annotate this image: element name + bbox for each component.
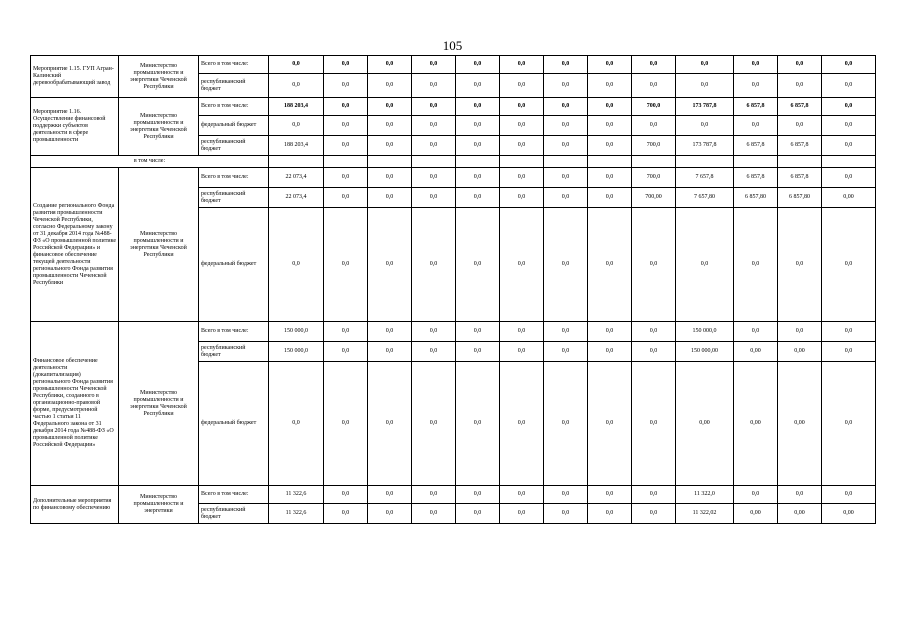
- value-cell: 0,0: [456, 486, 500, 504]
- value-cell: 0,0: [544, 56, 588, 74]
- funding-source: Всего в том числе:: [199, 486, 269, 504]
- value-cell: 0,0: [822, 486, 876, 504]
- value-cell: 0,0: [456, 136, 500, 156]
- value-cell: 6 857,80: [734, 188, 778, 208]
- value-cell: 0,0: [456, 56, 500, 74]
- value-cell: 0,0: [588, 188, 632, 208]
- value-cell: 0,0: [544, 504, 588, 524]
- value-cell: 0,0: [269, 116, 324, 136]
- value-cell: 0,0: [324, 168, 368, 188]
- value-cell: 6 857,8: [734, 98, 778, 116]
- value-cell: 0,0: [822, 362, 876, 486]
- value-cell: 0,0: [588, 504, 632, 524]
- value-cell: 0,00: [778, 342, 822, 362]
- value-cell: 0,0: [500, 74, 544, 98]
- value-cell: 0,0: [500, 342, 544, 362]
- value-cell: 0,0: [324, 504, 368, 524]
- value-cell: 0,0: [632, 74, 676, 98]
- value-cell: 173 787,8: [676, 98, 734, 116]
- value-cell: 0,0: [734, 56, 778, 74]
- value-cell: 6 857,80: [778, 188, 822, 208]
- table-row: [31, 56, 876, 74]
- value-cell: 0,0: [412, 362, 456, 486]
- activity-name: Мероприятие 1.16. Осуществление финансовой поддержки субъектов деятельности в сфере промышленности: [31, 98, 119, 156]
- value-cell: 0,00: [778, 504, 822, 524]
- funding-source: республиканский бюджет: [199, 188, 269, 208]
- value-cell: 0,0: [588, 98, 632, 116]
- value-cell: 0,0: [734, 208, 778, 322]
- value-cell: 0,0: [734, 74, 778, 98]
- value-cell: 0,0: [412, 74, 456, 98]
- executor-name: Министерство промышленности и энергетики Чеченской Республики: [119, 98, 199, 156]
- value-cell: 0,0: [544, 116, 588, 136]
- value-cell: 188 203,4: [269, 98, 324, 116]
- value-cell: 700,0: [632, 168, 676, 188]
- value-cell: 0,0: [632, 504, 676, 524]
- value-cell: 0,0: [368, 486, 412, 504]
- value-cell: 0,0: [676, 74, 734, 98]
- value-cell: 700,00: [632, 188, 676, 208]
- subheader-label: в том числе:: [31, 156, 269, 168]
- value-cell: 11 322,02: [676, 504, 734, 524]
- value-cell: 0,0: [412, 98, 456, 116]
- table-row: [31, 486, 876, 504]
- value-cell: 11 322,6: [269, 504, 324, 524]
- value-cell: 0,0: [734, 486, 778, 504]
- value-cell: 0,0: [544, 168, 588, 188]
- activity-name: Дополнительные мероприятия по финансовому обеспечению: [31, 486, 119, 524]
- value-cell: 7 657,8: [676, 168, 734, 188]
- value-cell: 0,00: [822, 504, 876, 524]
- value-cell: 0,0: [778, 74, 822, 98]
- value-cell: 0,0: [324, 322, 368, 342]
- value-cell: 0,0: [632, 56, 676, 74]
- funding-source: Всего в том числе:: [199, 322, 269, 342]
- value-cell: 0,0: [500, 168, 544, 188]
- activity-name: Мероприятие 1.15. ГУП Агран-Калинский деревообрабатывающий завод: [31, 56, 119, 98]
- value-cell: 0,0: [412, 116, 456, 136]
- value-cell: 150 000,00: [676, 342, 734, 362]
- value-cell: 0,0: [324, 98, 368, 116]
- value-cell: 0,0: [676, 56, 734, 74]
- value-cell: 0,0: [588, 322, 632, 342]
- value-cell: 0,0: [500, 98, 544, 116]
- value-cell: 0,0: [500, 136, 544, 156]
- executor-name: Министерство промышленности и энергетики Чеченской Республики: [119, 168, 199, 322]
- value-cell: 150 000,0: [676, 322, 734, 342]
- value-cell: 0,0: [778, 322, 822, 342]
- value-cell: 22 073,4: [269, 188, 324, 208]
- value-cell: 0,0: [368, 342, 412, 362]
- value-cell: 0,0: [500, 208, 544, 322]
- value-cell: 0,0: [778, 208, 822, 322]
- value-cell: 0,0: [368, 504, 412, 524]
- value-cell: 0,0: [324, 486, 368, 504]
- value-cell: 0,0: [412, 208, 456, 322]
- value-cell: 0,0: [632, 208, 676, 322]
- empty-cell: [822, 156, 876, 168]
- executor-name: Министерство промышленности и энергетики Чеченской Республики: [119, 322, 199, 486]
- empty-cell: [500, 156, 544, 168]
- value-cell: 0,0: [368, 116, 412, 136]
- value-cell: 0,0: [822, 168, 876, 188]
- value-cell: 0,0: [456, 362, 500, 486]
- value-cell: 0,0: [500, 486, 544, 504]
- funding-source: республиканский бюджет: [199, 504, 269, 524]
- value-cell: 0,0: [456, 116, 500, 136]
- value-cell: 0,0: [324, 136, 368, 156]
- value-cell: 0,0: [500, 188, 544, 208]
- value-cell: 0,0: [632, 342, 676, 362]
- value-cell: 0,0: [456, 342, 500, 362]
- funding-source: Всего в том числе:: [199, 56, 269, 74]
- value-cell: 0,0: [412, 188, 456, 208]
- value-cell: 0,0: [588, 168, 632, 188]
- table-row: [31, 322, 876, 342]
- value-cell: 0,0: [368, 74, 412, 98]
- value-cell: 0,0: [368, 168, 412, 188]
- value-cell: 0,0: [456, 504, 500, 524]
- value-cell: 0,0: [324, 342, 368, 362]
- value-cell: 0,0: [588, 486, 632, 504]
- value-cell: 0,0: [412, 168, 456, 188]
- value-cell: 0,0: [676, 116, 734, 136]
- activity-name: Создание регионального Фонда развития промышленности Чеченской Республики, согласно Федеральному закону от 31 декабря 2014 года №488-ФЗ «О промышленной политике Российской Федерации» и финансовое обеспечение текущей деятельности регионального Фонда развития промышленности Чеченской Республики: [31, 168, 119, 322]
- value-cell: 6 857,8: [778, 136, 822, 156]
- value-cell: 6 857,8: [734, 136, 778, 156]
- value-cell: 0,00: [734, 362, 778, 486]
- value-cell: 0,0: [734, 322, 778, 342]
- value-cell: 0,00: [676, 362, 734, 486]
- value-cell: 188 203,4: [269, 136, 324, 156]
- value-cell: 0,0: [588, 56, 632, 74]
- empty-cell: [456, 156, 500, 168]
- empty-cell: [588, 156, 632, 168]
- value-cell: 0,0: [456, 208, 500, 322]
- value-cell: 150 000,0: [269, 322, 324, 342]
- value-cell: 6 857,8: [778, 98, 822, 116]
- value-cell: 0,0: [544, 362, 588, 486]
- funding-source: федеральный бюджет: [199, 362, 269, 486]
- value-cell: 0,0: [324, 74, 368, 98]
- value-cell: 0,00: [734, 342, 778, 362]
- value-cell: 150 000,0: [269, 342, 324, 362]
- value-cell: 0,0: [544, 188, 588, 208]
- value-cell: 0,0: [588, 136, 632, 156]
- value-cell: 0,0: [544, 208, 588, 322]
- value-cell: 0,0: [412, 322, 456, 342]
- value-cell: 0,0: [544, 98, 588, 116]
- value-cell: 0,0: [822, 74, 876, 98]
- funding-source: федеральный бюджет: [199, 208, 269, 322]
- funding-source: республиканский бюджет: [199, 342, 269, 362]
- value-cell: 0,0: [269, 208, 324, 322]
- empty-cell: [269, 156, 324, 168]
- value-cell: 0,0: [269, 362, 324, 486]
- empty-cell: [734, 156, 778, 168]
- value-cell: 0,0: [544, 486, 588, 504]
- value-cell: 0,00: [778, 362, 822, 486]
- value-cell: 0,0: [544, 136, 588, 156]
- budget-table: [30, 55, 876, 524]
- value-cell: 0,0: [456, 74, 500, 98]
- value-cell: 0,0: [822, 98, 876, 116]
- empty-cell: [368, 156, 412, 168]
- activity-name: Финансовое обеспечение деятельности (докапитализация) регионального Фонда развития промышленности Чеченской Республики, созданного в организационно-правовой форме, предусмотренной частью 1 статьи 11 Федерального закона от 31 декабря 2014 года №488-ФЗ «О промышленной политике Российской Федерации»: [31, 322, 119, 486]
- executor-name: Министерство промышленности и энергетики: [119, 486, 199, 524]
- value-cell: 0,0: [412, 486, 456, 504]
- value-cell: 0,0: [822, 342, 876, 362]
- funding-source: республиканский бюджет: [199, 136, 269, 156]
- value-cell: 0,0: [324, 116, 368, 136]
- value-cell: 0,0: [822, 56, 876, 74]
- value-cell: 0,0: [822, 322, 876, 342]
- value-cell: 0,0: [500, 116, 544, 136]
- value-cell: 0,0: [324, 362, 368, 486]
- value-cell: 0,0: [822, 208, 876, 322]
- empty-cell: [632, 156, 676, 168]
- value-cell: 0,00: [822, 188, 876, 208]
- funding-source: Всего в том числе:: [199, 98, 269, 116]
- funding-source: Всего в том числе:: [199, 168, 269, 188]
- value-cell: 22 073,4: [269, 168, 324, 188]
- value-cell: 0,0: [588, 116, 632, 136]
- value-cell: 0,0: [456, 168, 500, 188]
- funding-source: федеральный бюджет: [199, 116, 269, 136]
- value-cell: 0,0: [412, 342, 456, 362]
- value-cell: 0,0: [778, 56, 822, 74]
- value-cell: 0,0: [324, 56, 368, 74]
- value-cell: 0,0: [632, 116, 676, 136]
- value-cell: 0,0: [500, 504, 544, 524]
- value-cell: 0,0: [778, 486, 822, 504]
- value-cell: 0,0: [368, 136, 412, 156]
- value-cell: 0,0: [456, 188, 500, 208]
- empty-cell: [676, 156, 734, 168]
- value-cell: 0,0: [734, 116, 778, 136]
- table-row: [31, 98, 876, 116]
- value-cell: 0,0: [269, 56, 324, 74]
- value-cell: 0,0: [588, 362, 632, 486]
- value-cell: 0,0: [324, 208, 368, 322]
- value-cell: 0,0: [412, 504, 456, 524]
- value-cell: 0,0: [632, 486, 676, 504]
- value-cell: 0,0: [368, 208, 412, 322]
- value-cell: 0,0: [500, 322, 544, 342]
- value-cell: 0,0: [368, 98, 412, 116]
- value-cell: 0,0: [368, 362, 412, 486]
- value-cell: 0,0: [544, 322, 588, 342]
- value-cell: 0,0: [822, 116, 876, 136]
- value-cell: 0,0: [412, 56, 456, 74]
- table-row: [31, 168, 876, 188]
- value-cell: 0,0: [412, 136, 456, 156]
- value-cell: 7 657,80: [676, 188, 734, 208]
- value-cell: 0,0: [456, 98, 500, 116]
- value-cell: 11 322,6: [269, 486, 324, 504]
- value-cell: 0,0: [676, 208, 734, 322]
- value-cell: 11 322,0: [676, 486, 734, 504]
- value-cell: 173 787,8: [676, 136, 734, 156]
- funding-source: республиканский бюджет: [199, 74, 269, 98]
- value-cell: 0,0: [368, 188, 412, 208]
- empty-cell: [544, 156, 588, 168]
- value-cell: 0,0: [544, 74, 588, 98]
- value-cell: 0,0: [632, 322, 676, 342]
- value-cell: 0,00: [734, 504, 778, 524]
- value-cell: 0,0: [368, 322, 412, 342]
- value-cell: 6 857,8: [734, 168, 778, 188]
- value-cell: 0,0: [324, 188, 368, 208]
- value-cell: 0,0: [456, 322, 500, 342]
- empty-cell: [324, 156, 368, 168]
- value-cell: 0,0: [632, 362, 676, 486]
- value-cell: 0,0: [588, 208, 632, 322]
- value-cell: 0,0: [500, 362, 544, 486]
- value-cell: 700,0: [632, 136, 676, 156]
- value-cell: 6 857,8: [778, 168, 822, 188]
- value-cell: 0,0: [269, 74, 324, 98]
- value-cell: 0,0: [544, 342, 588, 362]
- page-number: 105: [442, 38, 463, 53]
- value-cell: 700,0: [632, 98, 676, 116]
- executor-name: Министерство промышленности и энергетики Чеченской Республики: [119, 56, 199, 98]
- value-cell: 0,0: [778, 116, 822, 136]
- value-cell: 0,0: [368, 56, 412, 74]
- value-cell: 0,0: [588, 74, 632, 98]
- table-subheader-row: [31, 156, 876, 168]
- value-cell: 0,0: [588, 342, 632, 362]
- empty-cell: [778, 156, 822, 168]
- value-cell: 0,0: [822, 136, 876, 156]
- empty-cell: [412, 156, 456, 168]
- value-cell: 0,0: [500, 56, 544, 74]
